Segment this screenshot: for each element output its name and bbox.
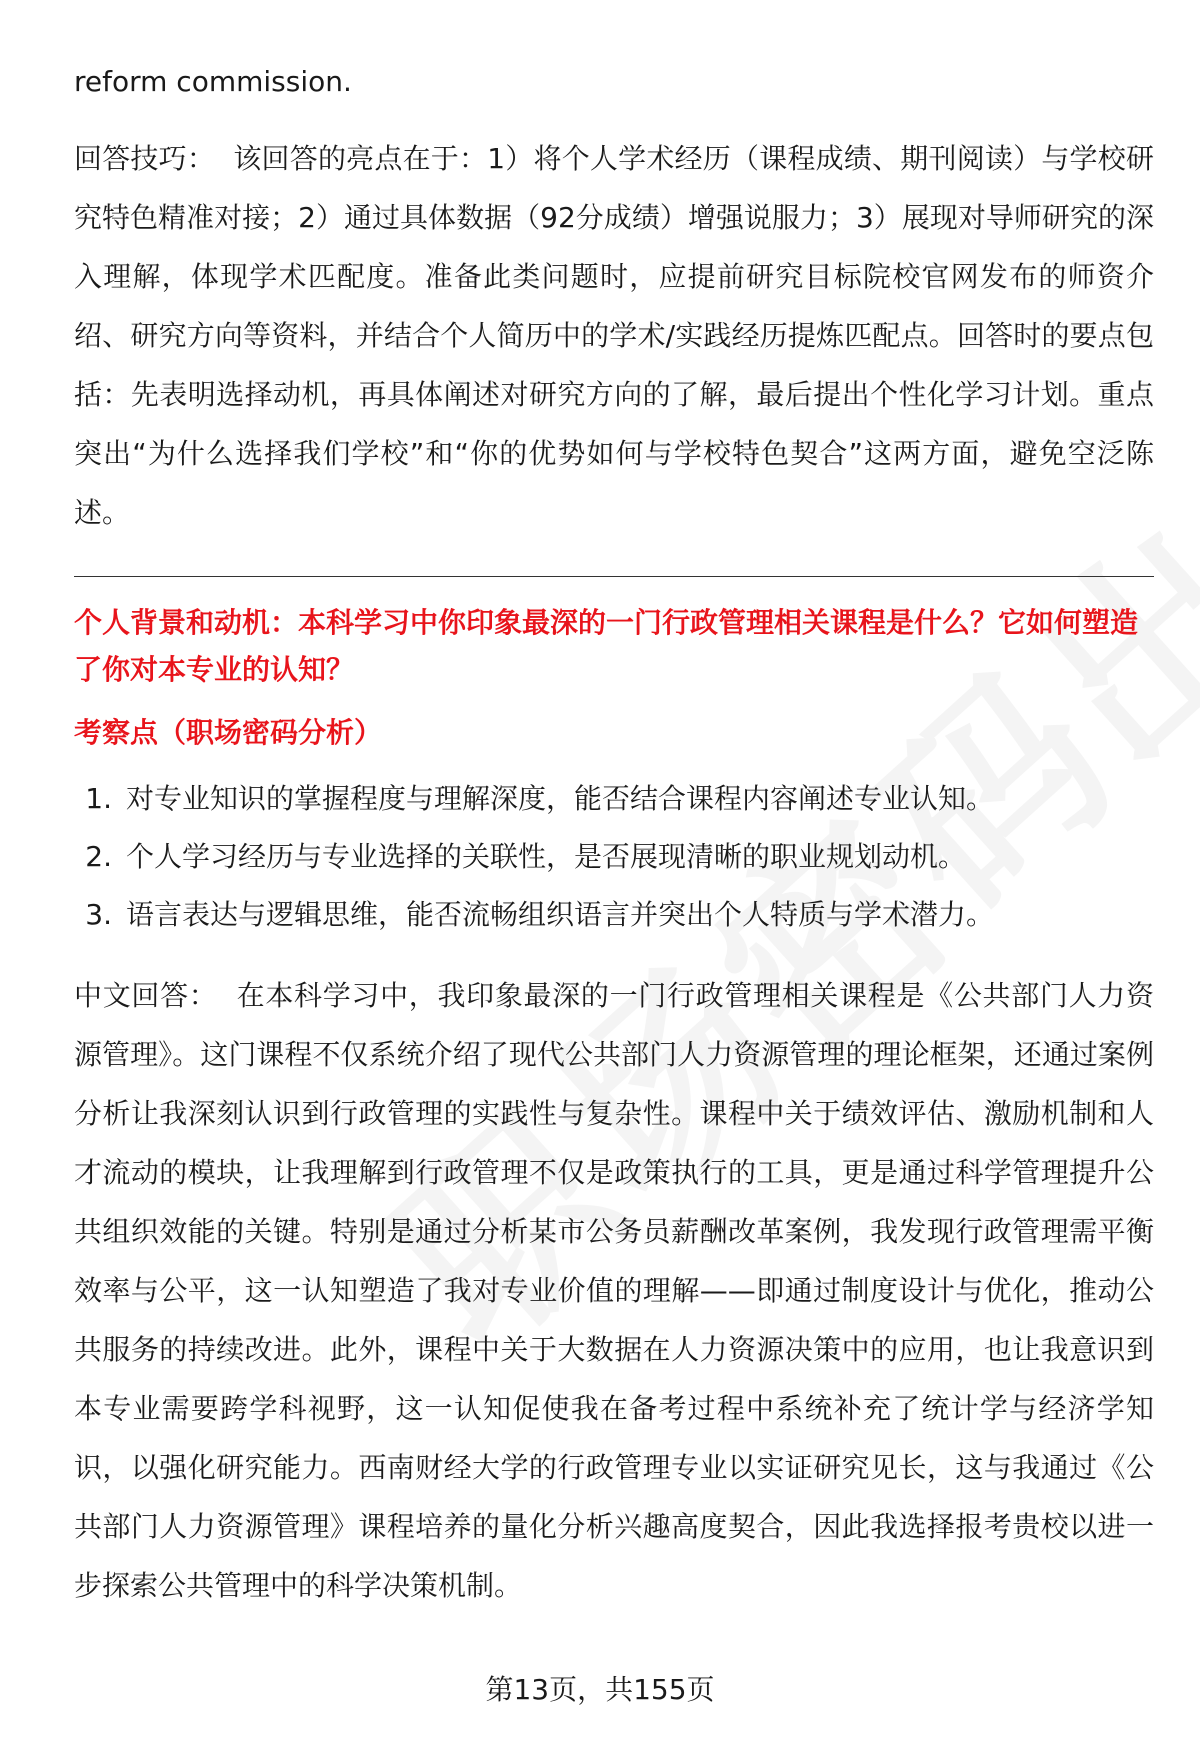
continued-text: reform commission. [74,65,352,98]
document-page [74,52,1154,1615]
chinese-answer-paragraph [74,966,1154,1615]
answer-tip-label: 回答技巧： [74,142,216,175]
list-number: 2. [85,840,112,873]
list-text: 语言表达与逻辑思维，能否流畅组织语言并突出个人特质与学术潜力。 [126,898,995,931]
question-heading: 个人背景和动机：本科学习中你印象最深的一门行政管理相关课程是什么？它如何塑造了你对本专业的认知？ [74,606,1139,686]
section-divider [74,576,1154,577]
answer-tip-text: 该回答的亮点在于：1）将个人学术经历（课程成绩、期刊阅读）与学校研究特色精准对接；2）通过具体数据（92分成绩）增强说服力；3）展现对导师研究的深入理解，体现学术匹配度。准备此类问题时，应提前研究目标院校官网发布的师资介绍、研究方向等资料，并结合个人简历中的学术/实践经历提炼匹配点。回答时的要点包括：先表明选择动机，再具体阐述对研究方向的了解，最后提出个性化学习计划。重点突出“为什么选择我们学校”和“你的优势如何与学校特色契合”这两方面，避免空泛陈述。 [74,142,1154,529]
list-text: 个人学习经历与专业选择的关联性，是否展现清晰的职业规划动机。 [126,840,967,873]
list-number: 3. [85,898,112,931]
list-text: 对专业知识的掌握程度与理解深度，能否结合课程内容阐述专业认知。 [126,782,995,815]
assessment-points [74,770,1154,944]
chinese-answer-text: 在本科学习中，我印象最深的一门行政管理相关课程是《公共部门人力资源管理》。这门课程不仅系统介绍了现代公共部门人力资源管理的理论框架，还通过案例分析让我深刻认识到行政管理的实践性与复杂性。课程中关于绩效评估、激励机制和人才流动的模块，让我理解到行政管理不仅是政策执行的工具，更是通过科学管理提升公共组织效能的关键。特别是通过分析某市公务员薪酬改革案例，我发现行政管理需平衡效率与公平，这一认知塑造了我对专业价值的理解——即通过制度设计与优化，推动公共服务的持续改进。此外，课程中关于大数据在人力资源决策中的应用，也让我意识到本专业需要跨学科视野，这一认知促使我在备考过程中系统补充了统计学与经济学知识，以强化研究能力。西南财经大学的行政管理专业以实证研究见长，这与我通过《公共部门人力资源管理》课程培养的量化分析兴趣高度契合，因此我选择报考贵校以进一步探索公共管理中的科学决策机制。 [74,979,1154,1602]
page-footer: 第13页，共155页 [485,1673,715,1706]
chinese-answer-label: 中文回答： [74,979,218,1012]
list-item [74,828,1154,886]
list-item [74,886,1154,944]
answer-tip-paragraph [74,129,1154,542]
list-item [74,770,1154,828]
assessment-title: 考察点（职场密码分析） [74,716,383,749]
list-number: 1. [85,782,112,815]
